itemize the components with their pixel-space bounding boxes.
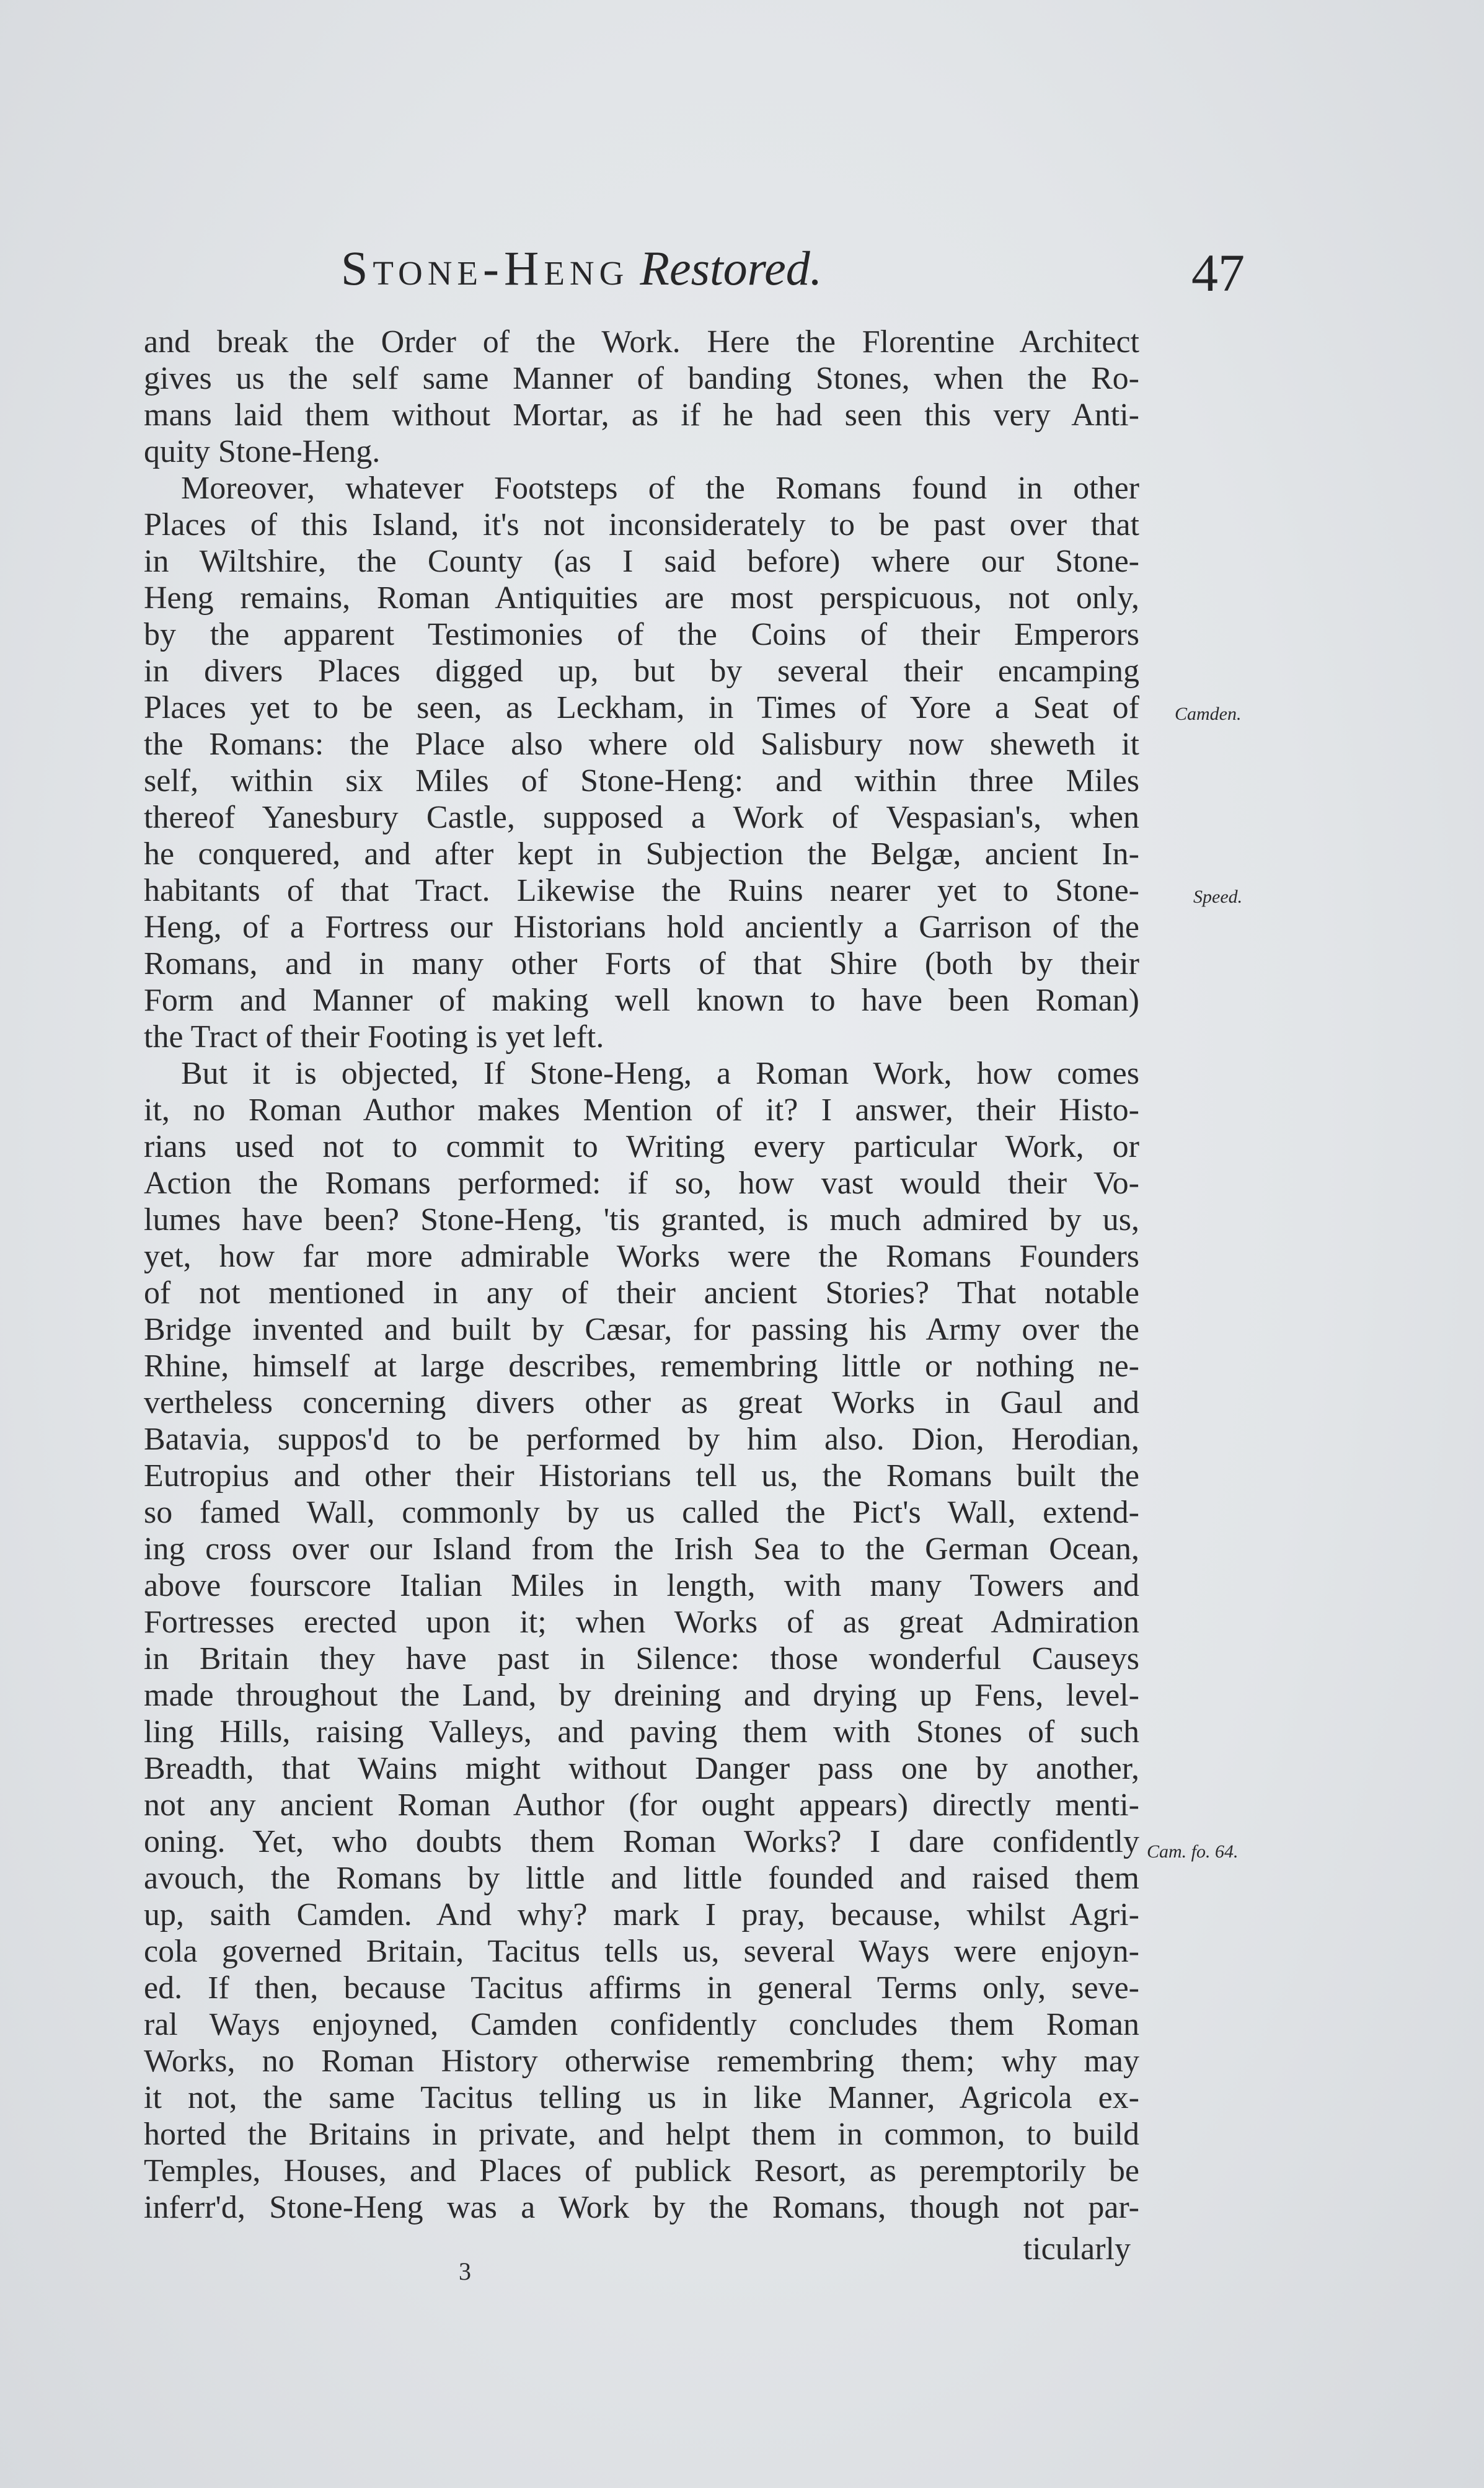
text-line: Works, no Roman History otherwise remembring them; why may	[144, 2043, 1139, 2079]
text-line: ling Hills, raising Valleys, and paving them with Stones of such	[144, 1714, 1139, 1750]
running-header	[341, 241, 1258, 309]
text-line: rians used not to commit to Writing every particular Work, or	[144, 1129, 1139, 1164]
text-line: so famed Wall, commonly by us called the Pict's Wall, extend-	[144, 1495, 1139, 1530]
text-line: of not mentioned in any of their ancient Stories? That notable	[144, 1275, 1139, 1311]
running-title-italic: Restored.	[640, 241, 823, 295]
margin-note-camden: Camden.	[1175, 704, 1242, 724]
text-line: Batavia, suppos'd to be performed by him also. Dion, Herodian,	[144, 1422, 1139, 1457]
text-line: above fourscore Italian Miles in length, with many Towers and	[144, 1568, 1139, 1603]
text-line: But it is objected, If Stone-Heng, a Roman Work, how comes	[181, 1056, 1139, 1091]
text-line: horted the Britains in private, and helpt them in common, to build	[144, 2117, 1139, 2152]
text-line: it, no Roman Author makes Mention of it? I answer, their Histo-	[144, 1092, 1139, 1128]
text-line: habitants of that Tract. Likewise the Ruins nearer yet to Stone-	[144, 873, 1139, 908]
text-line: inferr'd, Stone-Heng was a Work by the Romans, though not par-	[144, 2190, 1139, 2225]
text-line: Temples, Houses, and Places of publick Resort, as peremptorily be	[144, 2153, 1139, 2189]
text-line: the Tract of their Footing is yet left.	[144, 1019, 604, 1055]
text-line: in Wiltshire, the County (as I said before) where our Stone-	[144, 544, 1139, 579]
text-line: in Britain they have past in Silence: those wonderful Causeys	[144, 1641, 1139, 1676]
text-line: in divers Places digged up, but by several their encamping	[144, 653, 1139, 689]
text-line: by the apparent Testimonies of the Coins of their Emperors	[144, 617, 1139, 652]
margin-note-speed: Speed.	[1193, 887, 1243, 907]
text-line: Bridge invented and built by Cæsar, for passing his Army over the	[144, 1312, 1139, 1347]
body-text	[144, 324, 1139, 2226]
text-line: avouch, the Romans by little and little founded and raised them	[144, 1861, 1139, 1896]
text-line: gives us the self same Manner of banding Stones, when the Ro-	[144, 361, 1139, 396]
signature-mark: 3	[459, 2257, 471, 2285]
text-line: the Romans: the Place also where old Salisbury now sheweth it	[144, 727, 1139, 762]
text-line: Heng remains, Roman Antiquities are most perspicuous, not only,	[144, 580, 1139, 616]
text-line: he conquered, and after kept in Subjection the Belgæ, ancient In-	[144, 836, 1139, 872]
text-line: cola governed Britain, Tacitus tells us, several Ways were enjoyn-	[144, 1934, 1139, 1969]
text-line: up, saith Camden. And why? mark I pray, because, whilst Agri-	[144, 1897, 1139, 1932]
page-number: 47	[1191, 243, 1245, 303]
text-line: self, within six Miles of Stone-Heng: and within three Miles	[144, 763, 1139, 799]
text-line: Fortresses erected upon it; when Works of as great Admiration	[144, 1605, 1139, 1640]
text-line: Moreover, whatever Footsteps of the Romans found in other	[181, 471, 1139, 506]
text-line: ed. If then, because Tacitus affirms in general Terms only, seve-	[144, 1970, 1139, 2006]
running-title-main: Stone-Heng	[341, 241, 629, 295]
text-line: ing cross over our Island from the Irish Sea to the German Ocean,	[144, 1531, 1139, 1567]
text-line: oning. Yet, who doubts them Roman Works? I dare confidently	[144, 1824, 1139, 1859]
text-line: Form and Manner of making well known to have been Roman)	[144, 983, 1139, 1018]
text-line: Action the Romans performed: if so, how vast would their Vo-	[144, 1166, 1139, 1201]
text-line: ral Ways enjoyned, Camden confidently concludes them Roman	[144, 2007, 1139, 2042]
text-line: Breadth, that Wains might without Danger pass one by another,	[144, 1751, 1139, 1786]
text-line: vertheless concerning divers other as great Works in Gaul and	[144, 1385, 1139, 1420]
text-line: Eutropius and other their Historians tell us, the Romans built the	[144, 1458, 1139, 1494]
text-line: and break the Order of the Work. Here the Florentine Architect	[144, 324, 1139, 360]
text-line: mans laid them without Mortar, as if he had seen this very Anti-	[144, 397, 1139, 433]
text-line: Rhine, himself at large describes, remembring little or nothing ne-	[144, 1348, 1139, 1384]
text-line: it not, the same Tacitus telling us in like Manner, Agricola ex-	[144, 2080, 1139, 2115]
margin-note-cam-fo: Cam. fo. 64.	[1147, 1841, 1239, 1862]
text-line: yet, how far more admirable Works were the Romans Founders	[144, 1239, 1139, 1274]
text-line: thereof Yanesbury Castle, supposed a Work of Vespasian's, when	[144, 800, 1139, 835]
catchword: ticularly	[1023, 2231, 1131, 2267]
text-line: Romans, and in many other Forts of that Shire (both by their	[144, 946, 1139, 981]
running-title	[341, 241, 822, 296]
text-line: lumes have been? Stone-Heng, 'tis granted, is much admired by us,	[144, 1202, 1139, 1237]
text-line: not any ancient Roman Author (for ought appears) directly menti-	[144, 1787, 1139, 1823]
text-line: Heng, of a Fortress our Historians hold anciently a Garrison of the	[144, 910, 1139, 945]
text-line: Places yet to be seen, as Leckham, in Times of Yore a Seat of	[144, 690, 1139, 725]
text-line: quity Stone-Heng.	[144, 434, 381, 469]
text-line: made throughout the Land, by dreining and drying up Fens, level-	[144, 1678, 1139, 1713]
text-line: Places of this Island, it's not inconsiderately to be past over that	[144, 507, 1139, 542]
